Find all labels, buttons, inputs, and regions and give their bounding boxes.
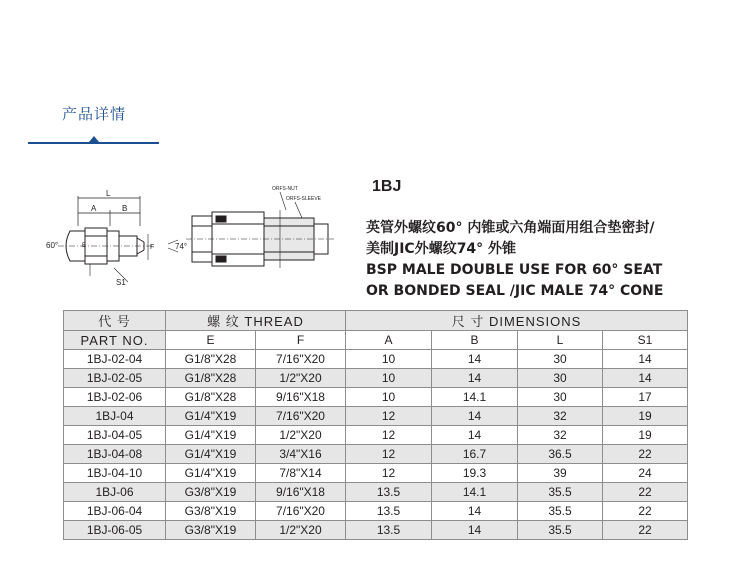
cell-thread-e: G1/4"X19 (166, 407, 256, 426)
header-partno-cn: 代 号 (64, 311, 166, 331)
cell-thread-e: G1/8"X28 (166, 388, 256, 407)
cell-dim-a: 12 (346, 426, 432, 445)
header-col-s1: S1 (603, 331, 688, 350)
table-row (64, 445, 688, 464)
cell-part-no: 1BJ-04 (64, 407, 166, 426)
cell-dim-b: 14 (432, 350, 518, 369)
table-row (64, 350, 688, 369)
cell-thread-f: 7/16"X20 (256, 502, 346, 521)
desc-en-line-2: OR BONDED SEAL /JIC MALE 74° CONE (366, 283, 664, 299)
cell-thread-e: G1/4"X19 (166, 464, 256, 483)
table-row (64, 521, 688, 540)
cell-dim-s1: 22 (603, 483, 688, 502)
cell-dim-l: 35.5 (518, 502, 603, 521)
cell-dim-s1: 22 (603, 521, 688, 540)
cell-dim-a: 12 (346, 464, 432, 483)
table-row (64, 369, 688, 388)
cell-dim-s1: 22 (603, 502, 688, 521)
cell-dim-a: 12 (346, 407, 432, 426)
table-row (64, 483, 688, 502)
cell-dim-l: 32 (518, 426, 603, 445)
header-col-l: L (518, 331, 603, 350)
cell-dim-l: 32 (518, 407, 603, 426)
tab-underline (28, 142, 159, 144)
header-partno: PART NO. (64, 331, 166, 350)
cell-dim-s1: 22 (603, 445, 688, 464)
cell-dim-l: 30 (518, 350, 603, 369)
header-thread: 螺 纹 THREAD (166, 311, 346, 331)
label-orfs-sleeve: ORFS-SLEEVE (286, 196, 322, 202)
cell-dim-b: 19.3 (432, 464, 518, 483)
cell-thread-f: 1/2"X20 (256, 521, 346, 540)
cell-part-no: 1BJ-02-06 (64, 388, 166, 407)
header-col-e: E (166, 331, 256, 350)
tab-product-details[interactable]: 产品详情 (62, 105, 127, 123)
cell-part-no: 1BJ-06-04 (64, 502, 166, 521)
cell-thread-f: 9/16"X18 (256, 483, 346, 502)
table-row (64, 426, 688, 445)
cell-dim-s1: 24 (603, 464, 688, 483)
cell-dim-a: 13.5 (346, 483, 432, 502)
desc-cn-line-2: 美制JIC外螺纹74° 外锥 (366, 241, 517, 257)
cell-thread-e: G3/8"X19 (166, 521, 256, 540)
table-row (64, 407, 688, 426)
cell-thread-e: G3/8"X19 (166, 502, 256, 521)
cell-dim-a: 13.5 (346, 521, 432, 540)
dim-label-s1: S1 (116, 278, 126, 287)
cell-thread-f: 7/16"X20 (256, 350, 346, 369)
cell-part-no: 1BJ-04-10 (64, 464, 166, 483)
cell-dim-l: 35.5 (518, 521, 603, 540)
cell-thread-e: G1/8"X28 (166, 369, 256, 388)
product-model: 1BJ (372, 178, 402, 195)
dim-label-l: L (106, 189, 111, 198)
cell-dim-b: 14 (432, 407, 518, 426)
dim-label-a: A (91, 204, 97, 213)
cell-part-no: 1BJ-02-04 (64, 350, 166, 369)
table-row (64, 464, 688, 483)
cell-dim-b: 14 (432, 369, 518, 388)
cell-dim-l: 39 (518, 464, 603, 483)
cell-dim-a: 10 (346, 369, 432, 388)
dim-label-b: B (122, 204, 128, 213)
table-row (64, 502, 688, 521)
cell-dim-s1: 14 (603, 369, 688, 388)
cell-thread-e: G1/4"X19 (166, 426, 256, 445)
product-description (366, 218, 746, 302)
label-orfs-nut: ORFS-NUT (272, 186, 298, 192)
cell-dim-s1: 17 (603, 388, 688, 407)
header-col-a: A (346, 331, 432, 350)
dim-label-f: F (150, 244, 155, 251)
cell-dim-s1: 19 (603, 426, 688, 445)
cell-thread-f: 1/2"X20 (256, 426, 346, 445)
cell-dim-s1: 19 (603, 407, 688, 426)
header-col-f: F (256, 331, 346, 350)
cell-thread-f: 9/16"X18 (256, 388, 346, 407)
cell-thread-f: 7/8"X14 (256, 464, 346, 483)
cell-thread-f: 1/2"X20 (256, 369, 346, 388)
spec-table (63, 310, 688, 540)
cell-dim-b: 14 (432, 426, 518, 445)
cell-dim-b: 16.7 (432, 445, 518, 464)
cell-dim-b: 14 (432, 502, 518, 521)
fitting-technical-drawing (40, 176, 350, 301)
desc-en-line-1: BSP MALE DOUBLE USE FOR 60° SEAT (366, 262, 663, 278)
cell-part-no: 1BJ-04-05 (64, 426, 166, 445)
cell-part-no: 1BJ-06 (64, 483, 166, 502)
table-row (64, 388, 688, 407)
desc-cn-line-1: 英管外螺纹60° 内锥或六角端面用组合垫密封/ (366, 220, 655, 236)
cell-dim-l: 35.5 (518, 483, 603, 502)
cell-dim-a: 13.5 (346, 502, 432, 521)
cell-dim-a: 10 (346, 388, 432, 407)
dim-label-60: 60° (46, 241, 59, 250)
cell-dim-b: 14.1 (432, 388, 518, 407)
cell-dim-l: 36.5 (518, 445, 603, 464)
dim-label-e: E (82, 243, 87, 249)
cell-thread-e: G1/4"X19 (166, 445, 256, 464)
header-col-b: B (432, 331, 518, 350)
cell-part-no: 1BJ-06-05 (64, 521, 166, 540)
cell-thread-e: G3/8"X19 (166, 483, 256, 502)
cell-dim-b: 14.1 (432, 483, 518, 502)
cell-thread-e: G1/8"X28 (166, 350, 256, 369)
cell-thread-f: 3/4"X16 (256, 445, 346, 464)
cell-dim-l: 30 (518, 369, 603, 388)
cell-dim-b: 14 (432, 521, 518, 540)
cell-part-no: 1BJ-04-08 (64, 445, 166, 464)
cell-dim-l: 30 (518, 388, 603, 407)
cell-dim-a: 12 (346, 445, 432, 464)
cell-dim-a: 10 (346, 350, 432, 369)
cell-thread-f: 7/16"X20 (256, 407, 346, 426)
header-dimensions: 尺 寸 DIMENSIONS (346, 311, 688, 331)
dim-label-74: 74° (175, 242, 188, 251)
cell-dim-s1: 14 (603, 350, 688, 369)
cell-part-no: 1BJ-02-05 (64, 369, 166, 388)
